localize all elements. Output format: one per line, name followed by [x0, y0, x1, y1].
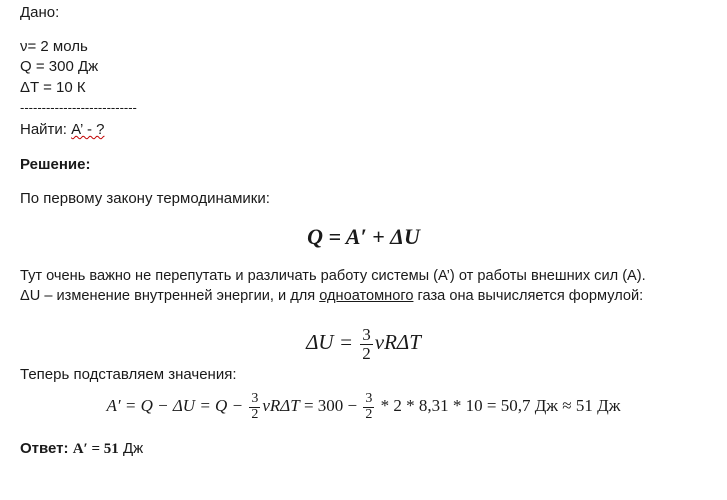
- formula3-c: = 300 −: [299, 396, 362, 416]
- solution-heading: Решение:: [20, 156, 91, 173]
- formula-calculation: [0, 392, 727, 422]
- answer-line: [20, 440, 143, 458]
- answer-unit: Дж: [118, 440, 144, 457]
- find-line: [20, 121, 104, 139]
- formula2-fraction: [360, 326, 373, 363]
- formula2-denominator: 2: [362, 343, 371, 363]
- answer-label: Ответ:: [20, 440, 73, 457]
- formula3-b: νRΔT: [262, 396, 300, 416]
- given-nu: ν= 2 моль: [20, 38, 88, 55]
- para2-start: ΔU – изменение внутренней энергии, и для: [20, 288, 320, 304]
- formula2-left: ΔU =: [306, 330, 359, 355]
- find-label: Найти:: [20, 121, 72, 138]
- given-q: Q = 300 Дж: [20, 58, 99, 75]
- formula3-den-1: 2: [251, 406, 259, 422]
- formula3-d: * 2 * 8,31 * 10 = 50,7 Дж ≈ 51 Дж: [376, 396, 621, 416]
- given-heading: Дано:: [20, 4, 60, 21]
- formula3-num-1: 3: [251, 391, 259, 406]
- para2-end: газа она вычисляется формулой:: [413, 288, 644, 304]
- answer-value: A′ = 51: [72, 441, 119, 457]
- formula3-num-2: 3: [365, 391, 373, 406]
- separator: ---------------------------: [20, 100, 137, 115]
- formula3-a: A′ = Q − ΔU = Q −: [106, 396, 248, 416]
- para2-underlined: одноатомного: [319, 288, 414, 304]
- solution-intro: По первому закону термодинамики:: [20, 190, 270, 207]
- paragraph-internal-energy: [20, 287, 643, 305]
- formula-first-law: Q = A′ + ΔU: [307, 224, 420, 249]
- formula3-den-2: 2: [365, 406, 373, 422]
- formula2-numerator: 3: [362, 325, 371, 344]
- given-dt: ΔT = 10 К: [20, 79, 86, 96]
- find-value: A’ - ?: [71, 121, 105, 138]
- formula3-fraction-2: [363, 392, 374, 422]
- formula3-fraction-1: [249, 392, 260, 422]
- paragraph-work: Тут очень важно не перепутать и различать работу системы (A’) от работы внешних сил (A).: [20, 268, 646, 284]
- formula2-right: νRΔT: [374, 330, 421, 355]
- formula-internal-energy: [0, 326, 727, 363]
- substitute-text: Теперь подставляем значения:: [20, 366, 237, 383]
